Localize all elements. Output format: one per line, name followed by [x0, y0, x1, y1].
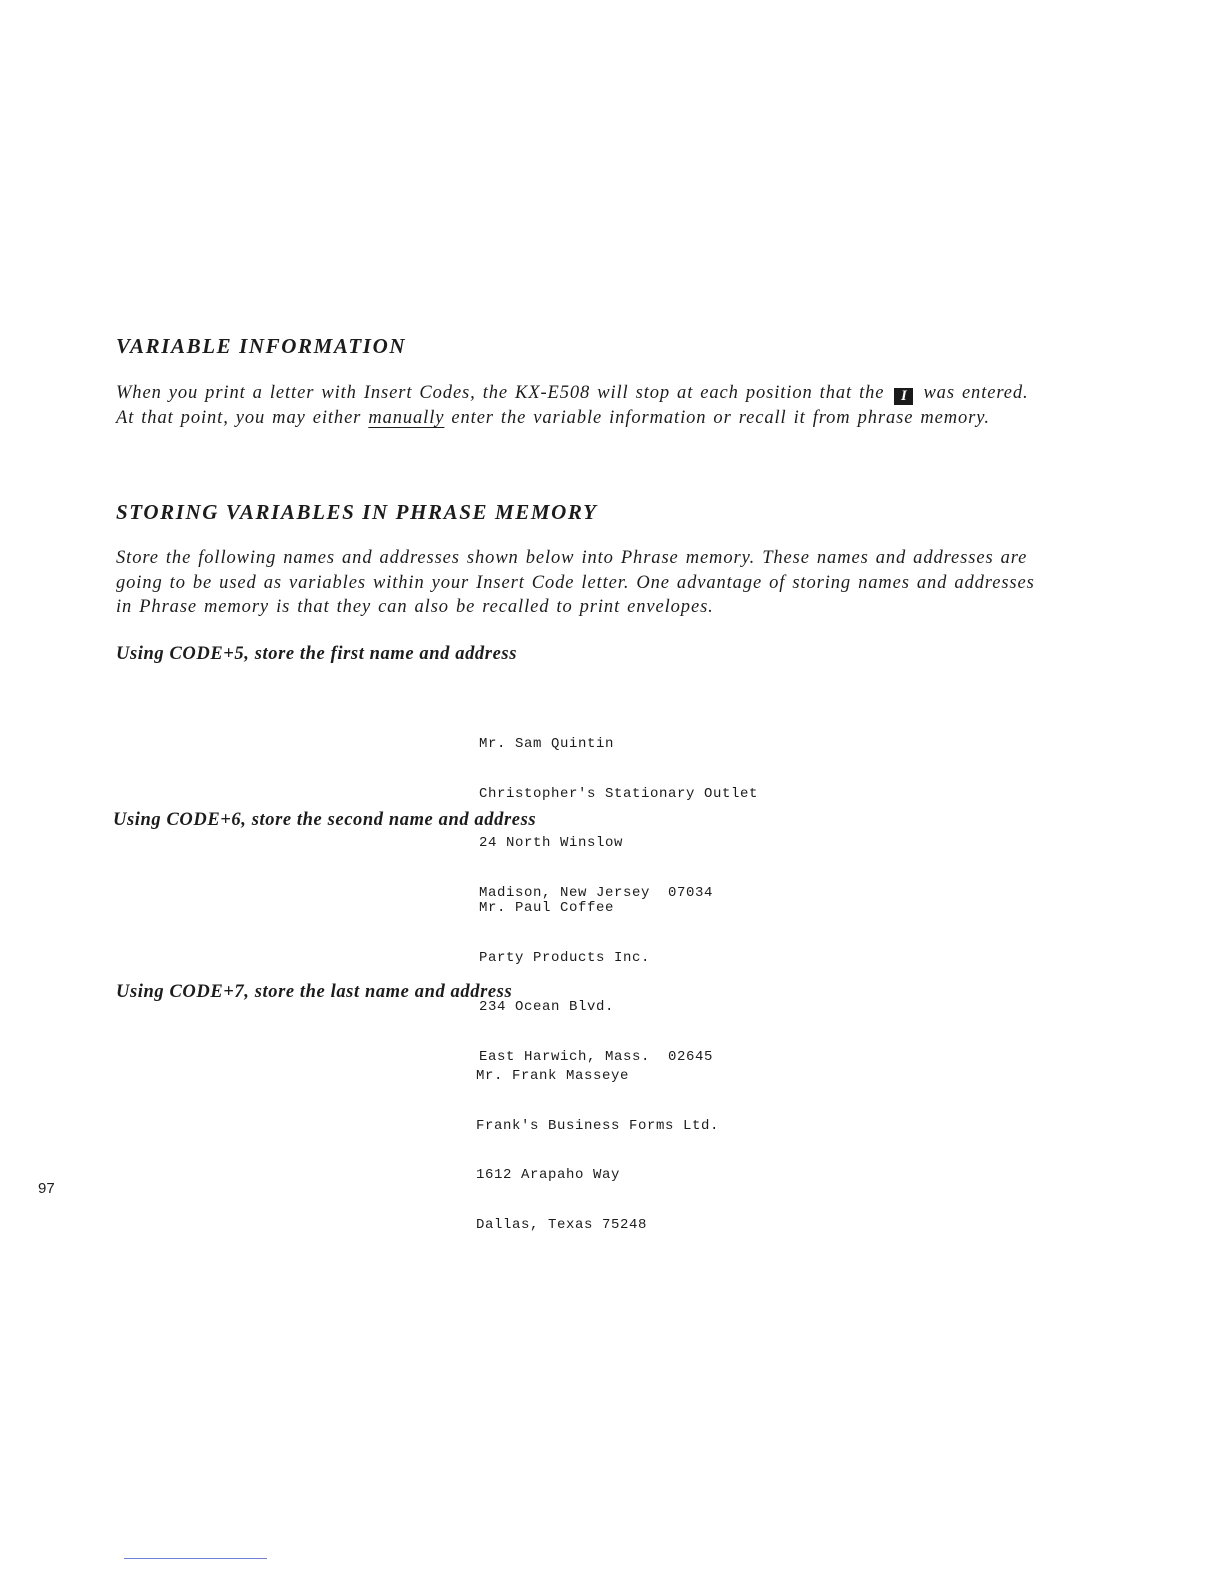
- address-line: Party Products Inc.: [479, 949, 651, 966]
- address-block-3: [476, 1035, 719, 1250]
- text-fragment: At that point, you may either: [116, 407, 369, 428]
- address-line: Madison, New Jersey 07034: [479, 884, 714, 901]
- footer-divider: [124, 1558, 267, 1559]
- text-fragment: enter the variable information or recall it from phrase memory.: [444, 407, 990, 428]
- address-line: 24 North Winslow: [479, 835, 624, 851]
- instruction-code-5: Using CODE+5, store the first name and address: [116, 644, 517, 664]
- paragraph-storing-variables: [116, 546, 1116, 620]
- address-line: Dallas, Texas 75248: [476, 1216, 648, 1233]
- instruction-code-7: Using CODE+7, store the last name and address: [116, 982, 513, 1002]
- paragraph-variable-information: [116, 381, 1116, 430]
- heading-variable-information: VARIABLE INFORMATION: [116, 334, 407, 358]
- address-line: 234 Ocean Blvd.: [479, 999, 615, 1015]
- heading-storing-variables: STORING VARIABLES IN PHRASE MEMORY: [116, 500, 598, 524]
- address-line: Mr. Sam Quintin: [479, 736, 615, 752]
- text-fragment: When you print a letter with Insert Codes, the KX-E508 will stop at each position that the: [116, 383, 885, 403]
- emphasis-manually: manually: [368, 407, 445, 428]
- paragraph-line: going to be used as variables within your Insert Code letter. One advantage of storing names and addresses: [116, 572, 1035, 593]
- paragraph-line: [116, 381, 1116, 406]
- insert-code-icon: I: [894, 388, 913, 405]
- address-line: Mr. Frank Masseye: [476, 1068, 630, 1084]
- text-fragment: was entered.: [923, 383, 1029, 403]
- address-line: Frank's Business Forms Ltd.: [476, 1117, 720, 1134]
- address-line: East Harwich, Mass. 02645: [479, 1048, 714, 1065]
- instruction-code-6: Using CODE+6, store the second name and address: [113, 810, 537, 830]
- page-number: 97: [38, 1180, 55, 1197]
- address-line: Christopher's Stationary Outlet: [479, 785, 759, 802]
- paragraph-line: in Phrase memory is that they can also be recalled to print envelopes.: [116, 597, 714, 617]
- paragraph-line: Store the following names and addresses shown below into Phrase memory. These names and addresses are: [116, 548, 1028, 568]
- address-line: 1612 Arapaho Way: [476, 1167, 621, 1183]
- paragraph-line: [116, 406, 1116, 431]
- address-line: Mr. Paul Coffee: [479, 900, 615, 916]
